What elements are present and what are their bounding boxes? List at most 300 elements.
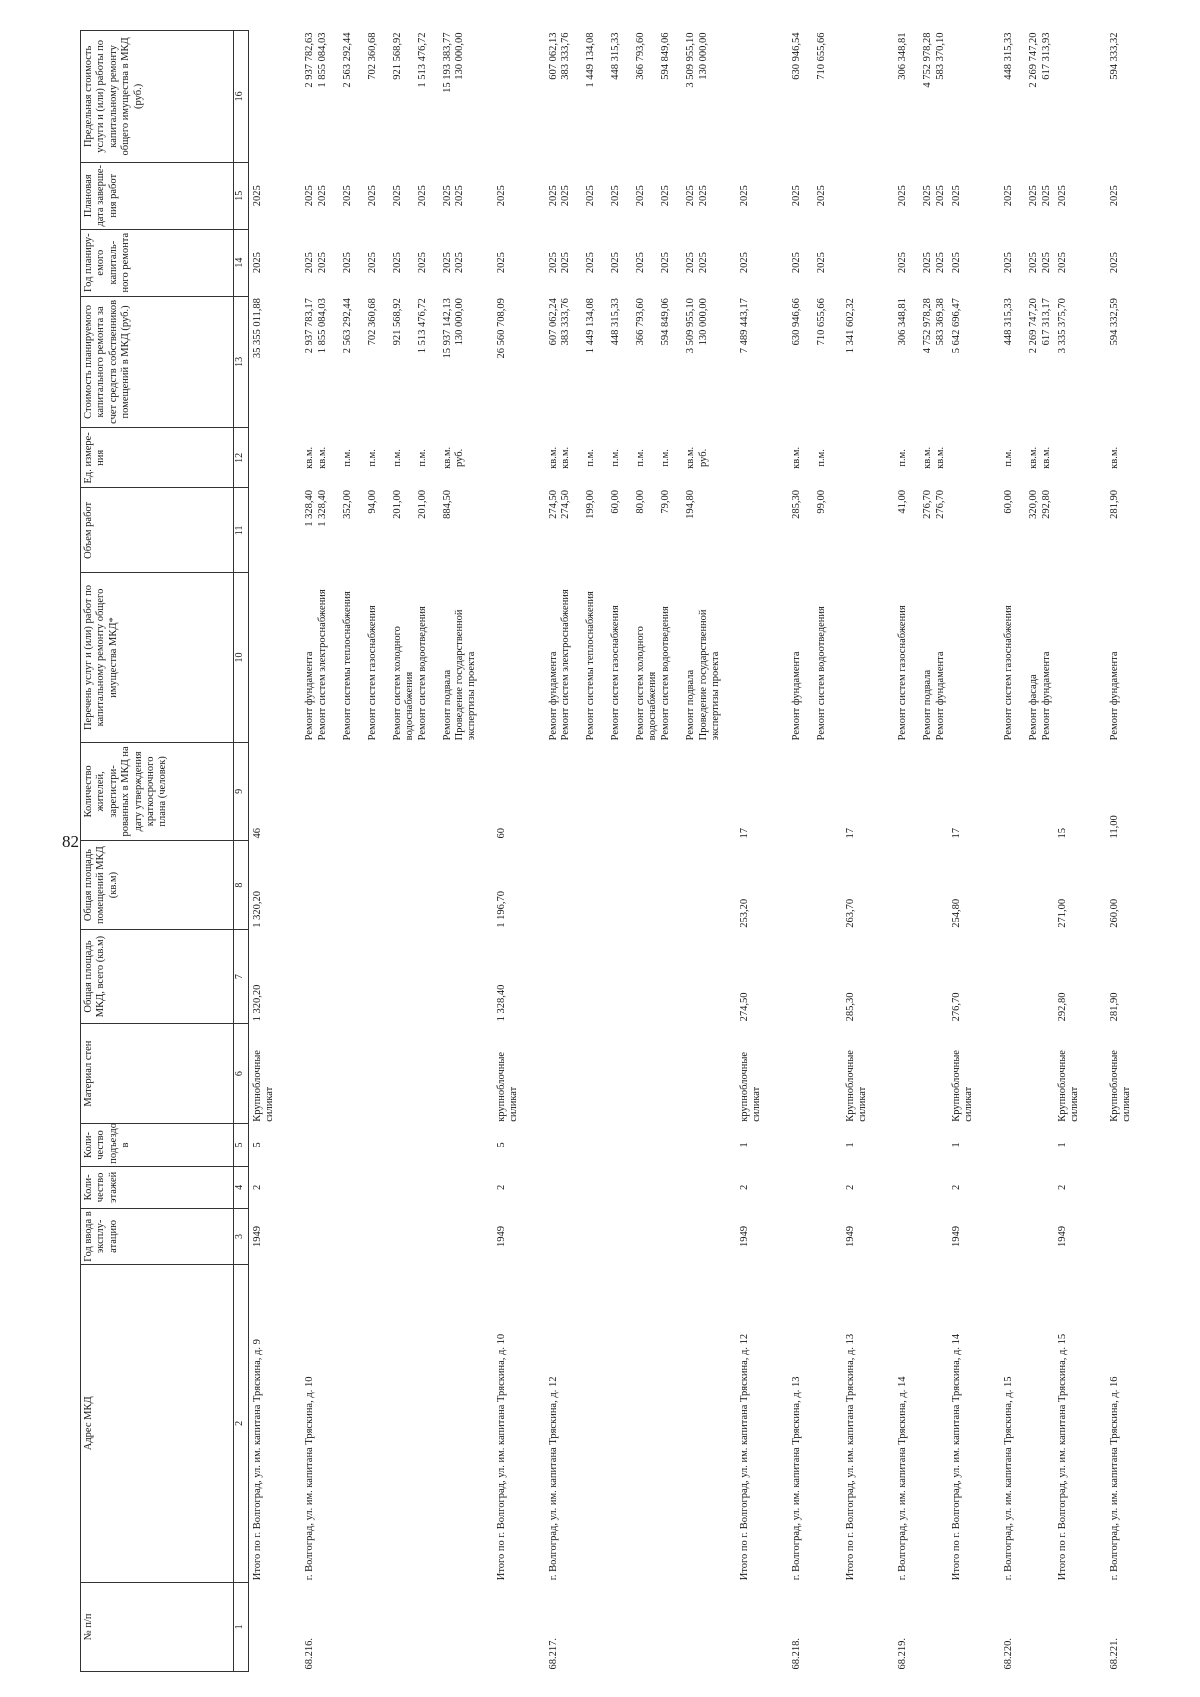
works-cell-item: Ремонт фундамента [1109, 651, 1120, 741]
cost-cell-line: 448 315,33 [1003, 298, 1014, 346]
plan-year-cell-line: 2025 [922, 252, 933, 274]
column-number-14: 14 [234, 229, 249, 296]
volume-cell-line: 201,00 [416, 489, 428, 519]
limit-cell-line: 921 568,92 [391, 32, 403, 80]
works-cell-item: Ремонт системы теплоснабжения [585, 591, 596, 741]
limit-cell-line [479, 33, 492, 161]
cost-total-cell: 3 335 375,70 [1057, 298, 1068, 354]
plan-year-cell: 2025 [951, 252, 962, 274]
page-number: 82 [62, 832, 79, 851]
end-date-cell-line: 2025 [1003, 185, 1014, 207]
end-date-cell [301, 162, 493, 229]
year-cell: 1949 [739, 1225, 750, 1247]
plan-year-cell-line [404, 231, 417, 294]
limit-cell-line [1016, 33, 1029, 161]
limit-cell-line [379, 33, 392, 161]
end-date-cell-line: 2025 [816, 185, 827, 207]
end-date-cell-line [710, 164, 723, 227]
volume-cell-line: 94,00 [366, 489, 378, 514]
end-date-cell-line: 2025 [1109, 185, 1120, 207]
works-cell-item: Ремонт фундамента [1040, 651, 1052, 741]
entrances-cell [788, 1124, 842, 1166]
volume-cell-line: 352,00 [341, 489, 353, 519]
limit-cell-line: 1 855 084,03 [316, 32, 328, 88]
works-cell-item: Ремонт фундамента [304, 651, 315, 741]
item-row [1000, 31, 1054, 1672]
row-number: 68.221. [1109, 1638, 1120, 1670]
volume-cell-line: 281,90 [1109, 489, 1120, 519]
row-number [249, 1582, 302, 1671]
limit-cell-line [648, 33, 661, 161]
limit-cell [545, 31, 737, 163]
address-cell: г. Волгоград, ул. им. капитана Тряскина, д. 14 [897, 1376, 908, 1581]
end-date-cell: 2025 [739, 185, 750, 207]
volume-cell [842, 488, 894, 573]
end-date-cell-line: 2025 [685, 185, 696, 207]
column-number-9: 9 [234, 742, 249, 840]
plan-year-cell-line [1016, 231, 1029, 294]
cost-total-cell: 5 642 696,47 [951, 298, 962, 354]
works-cell [1054, 573, 1106, 743]
plan-year-cell-line: 2025 [1028, 252, 1039, 274]
end-date-cell-line: 2025 [1028, 185, 1039, 207]
row-number [948, 1582, 1000, 1671]
unit-cell-line: кв.м. [685, 446, 696, 469]
residents-cell [788, 742, 842, 840]
area-rooms-cell: 254,80 [951, 898, 962, 928]
end-date-cell [842, 162, 894, 229]
entrances-cell: 5 [252, 1142, 263, 1148]
volume-cell-line [1016, 490, 1029, 571]
residents-cell: 15 [1057, 827, 1068, 839]
end-date-cell-line: 2025 [391, 185, 403, 207]
residents-cell [545, 742, 737, 840]
material-cell [301, 1023, 493, 1123]
cost-cell-line [598, 298, 611, 426]
end-date-cell-line: 2025 [635, 185, 646, 207]
unit-cell-line: кв.м. [1040, 446, 1052, 469]
volume-cell-line: 1 328,40 [316, 489, 328, 527]
address-cell: Итого по г. Волгоград, ул. им. капитана Тряскина, д. 10 [495, 1333, 507, 1581]
works-cell-item: Проведение государственной экспертизы проекта [454, 609, 478, 741]
entrances-cell: 1 [845, 1142, 856, 1148]
table-body [249, 31, 1135, 1672]
column-number-4: 4 [234, 1166, 249, 1208]
row-number: 68.216. [304, 1638, 315, 1670]
address-cell: г. Волгоград, ул. им. капитана Тряскина, д. 10 [304, 1376, 315, 1581]
cost-cell-line [648, 298, 661, 426]
works-cell-item: Ремонт фасада [1028, 674, 1039, 741]
unit-cell-line: п.м. [610, 449, 621, 467]
end-date-cell-line [379, 164, 392, 227]
area-rooms-cell [894, 840, 948, 929]
plan-year-cell [1106, 229, 1135, 296]
area-total-cell: 281,90 [1109, 992, 1120, 1022]
unit-cell-line: кв.м. [1028, 446, 1039, 469]
limit-cell-line: 448 315,33 [1003, 32, 1014, 80]
plan-year-cell-line: 2025 [685, 252, 696, 274]
item-row [1106, 31, 1135, 1672]
cost-cell-line [710, 298, 723, 426]
column-number-10: 10 [234, 573, 249, 743]
material-cell: Крупноблочные силикат [951, 1050, 975, 1122]
works-cell [788, 573, 842, 743]
column-number-6: 6 [234, 1023, 249, 1123]
works-cell-item: Ремонт систем газоснабжения [610, 605, 621, 741]
limit-cell-line: 366 793,60 [635, 32, 646, 80]
volume-cell-line: 276,70 [934, 489, 946, 519]
limit-cell-line: 4 752 978,28 [922, 32, 933, 88]
cost-cell-spacer [804, 298, 817, 426]
column-header-8: Общая площадь помещений МКД (кв.м) [81, 840, 234, 929]
plan-year-cell-line: 2025 [816, 252, 827, 274]
total-row [948, 31, 1000, 1672]
column-header-3: Год ввода в эксплу-атацию [81, 1209, 234, 1265]
rotated-table-wrapper [80, 30, 1200, 1672]
end-date-cell-line: 2025 [560, 185, 571, 207]
volume-cell [301, 488, 493, 573]
item-row [545, 31, 737, 1672]
column-header-15: Плановая дата заверше-ния работ [81, 162, 234, 229]
entrances-cell [545, 1124, 737, 1166]
unit-cell-line: п.м. [416, 449, 428, 467]
cost-cell [545, 296, 737, 428]
cost-cell-line: 448 315,33 [610, 298, 621, 346]
cost-cell-line: 383 333,76 [560, 298, 571, 346]
plan-year-cell-line: 2025 [416, 252, 428, 274]
limit-cell-line [623, 33, 636, 161]
unit-cell-line: п.м. [585, 449, 596, 467]
cost-cell-line: 702 360,68 [366, 298, 378, 346]
limit-cell-line: 15 193 383,77 [441, 32, 453, 93]
capital-repair-table [80, 30, 1135, 1672]
material-cell [894, 1023, 948, 1123]
plan-year-cell-line: 2025 [304, 252, 315, 274]
column-number-16: 16 [234, 31, 249, 163]
column-header-4: Коли-чество этажей [81, 1166, 234, 1208]
plan-year-cell-line: 2025 [441, 252, 453, 274]
residents-cell: 17 [951, 827, 962, 839]
area-total-cell [545, 930, 737, 1024]
entrances-cell [1106, 1124, 1135, 1166]
column-number-11: 11 [234, 488, 249, 573]
limit-cell [842, 31, 894, 163]
end-date-cell-line: 2025 [897, 185, 908, 207]
area-rooms-cell: 1 196,70 [495, 890, 507, 928]
plan-year-cell-line: 2025 [585, 252, 596, 274]
unit-cell-line: п.м. [391, 449, 403, 467]
cost-cell-line: 2 563 292,44 [341, 298, 353, 354]
entrances-cell: 1 [1057, 1142, 1068, 1148]
column-header-6: Материал стен [81, 1023, 234, 1123]
cost-cell-line: 921 568,92 [391, 298, 403, 346]
unit-cell-line: кв.м. [934, 446, 946, 469]
plan-year-cell-line: 2025 [697, 252, 709, 274]
plan-year-cell [545, 229, 737, 296]
volume-cell-line: 285,30 [791, 489, 802, 519]
plan-year-cell: 2025 [495, 252, 507, 274]
plan-year-cell-line [379, 231, 392, 294]
unit-cell-line [479, 430, 492, 486]
volume-cell-line: 80,00 [635, 489, 646, 514]
unit-cell-line [648, 430, 661, 486]
volume-cell-line: 79,00 [660, 489, 671, 514]
item-row [894, 31, 948, 1672]
residents-cell [301, 742, 493, 840]
row-number: 68.220. [1003, 1638, 1014, 1670]
limit-cell [493, 31, 545, 163]
cost-cell-line: 4 752 978,28 [922, 298, 933, 354]
limit-cell-line: 630 946,54 [791, 32, 802, 80]
row-number: 68.219. [897, 1638, 908, 1670]
unit-cell-line: кв.м. [560, 446, 571, 469]
plan-year-cell [842, 229, 894, 296]
limit-cell-line [573, 33, 586, 161]
end-date-cell-line [623, 164, 636, 227]
limit-cell-line: 607 062,13 [547, 32, 559, 80]
end-date-cell [894, 162, 948, 229]
unit-cell [249, 428, 302, 488]
row-number [736, 1582, 788, 1671]
volume-cell-line: 194,80 [685, 489, 696, 519]
volume-cell-line [698, 490, 711, 571]
volume-cell-line [673, 490, 686, 571]
address-cell: г. Волгоград, ул. им. капитана Тряскина, д. 16 [1109, 1376, 1120, 1581]
volume-cell-line [723, 490, 736, 571]
row-number [1054, 1582, 1106, 1671]
area-rooms-cell: 271,00 [1057, 898, 1068, 928]
cost-cell-line [404, 298, 417, 426]
volume-cell [1054, 488, 1106, 573]
column-number-15: 15 [234, 162, 249, 229]
volume-cell-line: 201,00 [391, 489, 403, 519]
volume-cell-line: 199,00 [585, 489, 596, 519]
unit-cell [493, 428, 545, 488]
year-cell: 1949 [252, 1225, 263, 1247]
end-date-cell-line: 2025 [454, 185, 465, 207]
volume-cell-line: 276,70 [922, 489, 933, 519]
works-cell [948, 573, 1000, 743]
volume-cell [894, 488, 948, 573]
area-total-cell: 285,30 [845, 992, 856, 1022]
column-header-5: Коли-чество подъездо в [81, 1124, 234, 1166]
entrances-cell: 5 [495, 1142, 507, 1148]
material-cell: Крупноблочные силикат [1109, 1050, 1133, 1122]
floors-cell [1000, 1166, 1054, 1208]
unit-cell-line [354, 430, 367, 486]
cost-cell-line: 2 269 747,20 [1028, 298, 1039, 354]
works-cell-item: Ремонт системы теплоснабжения [341, 591, 353, 741]
column-header-10: Перечень услуг и (или) работ по капитальному ремонту общего имущества МКД* [81, 573, 234, 743]
plan-year-cell-line: 2025 [547, 252, 559, 274]
volume-cell-line: 99,00 [816, 489, 827, 514]
end-date-cell-line [910, 164, 923, 227]
year-cell: 1949 [845, 1225, 856, 1247]
end-date-cell-line [648, 164, 661, 227]
cost-cell-line [910, 298, 923, 426]
end-date-cell-line [723, 164, 736, 227]
end-date-cell: 2025 [252, 185, 263, 207]
unit-cell [1054, 428, 1106, 488]
works-cell-item: Ремонт систем электроснабжения [316, 589, 328, 741]
floors-cell [545, 1166, 737, 1208]
cost-cell-line [623, 298, 636, 426]
cost-cell [788, 296, 842, 428]
plan-year-cell [301, 229, 493, 296]
total-row [249, 31, 302, 1672]
limit-cell [1106, 31, 1135, 163]
plan-year-cell [788, 229, 842, 296]
residents-cell: 17 [739, 827, 750, 839]
column-number-3: 3 [234, 1209, 249, 1265]
end-date-cell-line [829, 164, 842, 227]
volume-cell [1106, 488, 1135, 573]
material-cell [788, 1023, 842, 1123]
unit-cell-line: кв.м. [304, 446, 315, 469]
cost-cell-line: 130 000,00 [697, 298, 709, 346]
cost-cell-line: 617 313,17 [1040, 298, 1052, 346]
limit-cell-line: 448 315,33 [610, 32, 621, 80]
area-total-cell [301, 930, 493, 1024]
cost-cell-line [379, 298, 392, 426]
item-row [788, 31, 842, 1672]
plan-year-cell-line [723, 231, 736, 294]
unit-cell-line [710, 430, 723, 486]
end-date-cell: 2025 [1057, 185, 1068, 207]
material-cell: Крупноблочные силикат [252, 1050, 276, 1122]
address-cell: Итого по г. Волгоград, ул. им. капитана Тряскина, д. 12 [739, 1333, 750, 1581]
unit-cell [301, 428, 493, 488]
end-date-cell-line [573, 164, 586, 227]
material-cell: Крупноблочные силикат [1057, 1050, 1081, 1122]
unit-cell [894, 428, 948, 488]
works-cell [1000, 573, 1054, 743]
plan-year-cell-line: 2025 [897, 252, 908, 274]
end-date-cell-line [598, 164, 611, 227]
limit-cell-line [467, 33, 480, 161]
end-date-cell [1106, 162, 1135, 229]
volume-cell-line [710, 490, 723, 571]
cost-cell-line: 366 793,60 [635, 298, 646, 346]
limit-cell-line: 594 333,32 [1109, 32, 1120, 80]
volume-cell [1000, 488, 1054, 573]
works-cell-item: Ремонт систем газоснабжения [1003, 605, 1014, 741]
floors-cell [1106, 1166, 1135, 1208]
column-header-13: Стоимость планируемого капитального ремонта за счет средств собственников помещений в МКД (руб.) [81, 296, 234, 428]
end-date-cell: 2025 [951, 185, 962, 207]
plan-year-cell-line: 2025 [560, 252, 571, 274]
address-cell: Итого по г. Волгоград, ул. им. капитана Тряскина, д. 15 [1057, 1333, 1068, 1581]
end-date-cell [545, 162, 737, 229]
cost-cell-line [573, 298, 586, 426]
cost-cell-line: 1 449 134,08 [585, 298, 596, 354]
limit-cell [736, 31, 788, 163]
unit-cell-line [379, 430, 392, 486]
limit-cell-line: 130 000,00 [454, 32, 465, 80]
entrances-cell: 1 [739, 1142, 750, 1148]
volume-cell-line [479, 490, 492, 571]
column-number-2: 2 [234, 1264, 249, 1582]
limit-cell [894, 31, 948, 163]
limit-cell-line: 306 348,81 [897, 32, 908, 80]
address-cell: Итого по г. Волгоград, ул. им. капитана Тряскина, д. 13 [845, 1333, 856, 1581]
plan-year-cell-line: 2025 [660, 252, 671, 274]
row-number: 68.218. [791, 1638, 802, 1670]
area-rooms-cell: 260,00 [1109, 898, 1120, 928]
year-cell [545, 1209, 737, 1265]
column-header-7: Общая площадь МКД, всего (кв.м) [81, 930, 234, 1024]
area-total-cell: 1 320,20 [252, 984, 263, 1022]
unit-cell-line [573, 430, 586, 486]
column-number-13: 13 [234, 296, 249, 428]
unit-cell-line [829, 430, 842, 486]
column-header-11: Объем работ [81, 488, 234, 573]
works-cell-item: Ремонт систем водоотведения [416, 606, 428, 741]
plan-year-cell-line [673, 231, 686, 294]
plan-year-cell: 2025 [1057, 252, 1068, 274]
cost-cell-line [673, 298, 686, 426]
works-cell-item: Проведение государственной экспертизы проекта [697, 609, 721, 741]
plan-year-cell-line: 2025 [341, 252, 353, 274]
cost-cell-line: 130 000,00 [454, 298, 465, 346]
end-date-cell-line: 2025 [697, 185, 709, 207]
floors-cell: 2 [252, 1184, 263, 1191]
volume-cell-line [379, 490, 392, 571]
address-cell: г. Волгоград, ул. им. капитана Тряскина, д. 12 [547, 1376, 559, 1581]
cost-cell-line: 306 348,81 [897, 298, 908, 346]
floors-cell: 2 [1057, 1184, 1068, 1191]
cost-cell-line: 594 849,06 [660, 298, 671, 346]
cost-cell-line [354, 298, 367, 426]
unit-cell-line: кв.м. [1109, 446, 1120, 469]
plan-year-cell-line [710, 231, 723, 294]
material-cell: Крупноблочные силикат [845, 1050, 869, 1122]
unit-cell-line: п.м. [366, 449, 378, 467]
limit-cell-line [829, 33, 842, 161]
cost-cell [301, 296, 493, 428]
end-date-cell-line: 2025 [366, 185, 378, 207]
limit-cell-line: 2 563 292,44 [341, 32, 353, 88]
works-cell-item: Ремонт фундамента [547, 651, 559, 741]
plan-year-cell-line: 2025 [366, 252, 378, 274]
limit-cell-line: 2 937 782,63 [304, 32, 315, 88]
plan-year-cell-line [910, 231, 923, 294]
end-date-cell-line [479, 164, 492, 227]
area-rooms-cell: 263,70 [845, 898, 856, 928]
volume-cell-line: 60,00 [1003, 489, 1014, 514]
area-rooms-cell [788, 840, 842, 929]
works-cell-item: Ремонт систем холодного водоснабжения [391, 626, 415, 741]
cost-cell-line [329, 298, 342, 426]
material-cell: крупноблочные силикат [739, 1051, 763, 1122]
column-number-8: 8 [234, 840, 249, 929]
limit-cell-spacer [804, 33, 817, 161]
column-header-9: Количество жителей, зарегистри-рованных в МКД на дату утверждения краткосрочного плана (человек) [81, 742, 234, 840]
volume-cell-line [454, 490, 467, 571]
plan-year-cell-line [573, 231, 586, 294]
floors-cell [788, 1166, 842, 1208]
area-rooms-cell: 1 320,20 [252, 890, 263, 928]
end-date-cell-line [1016, 164, 1029, 227]
cost-cell [1000, 296, 1054, 428]
total-row [493, 31, 545, 1672]
plan-year-cell-line [354, 231, 367, 294]
area-total-cell [1000, 930, 1054, 1024]
end-date-cell-line: 2025 [547, 185, 559, 207]
column-number-5: 5 [234, 1124, 249, 1166]
column-header-12: Ед. измере-ния [81, 428, 234, 488]
unit-cell-line [623, 430, 636, 486]
